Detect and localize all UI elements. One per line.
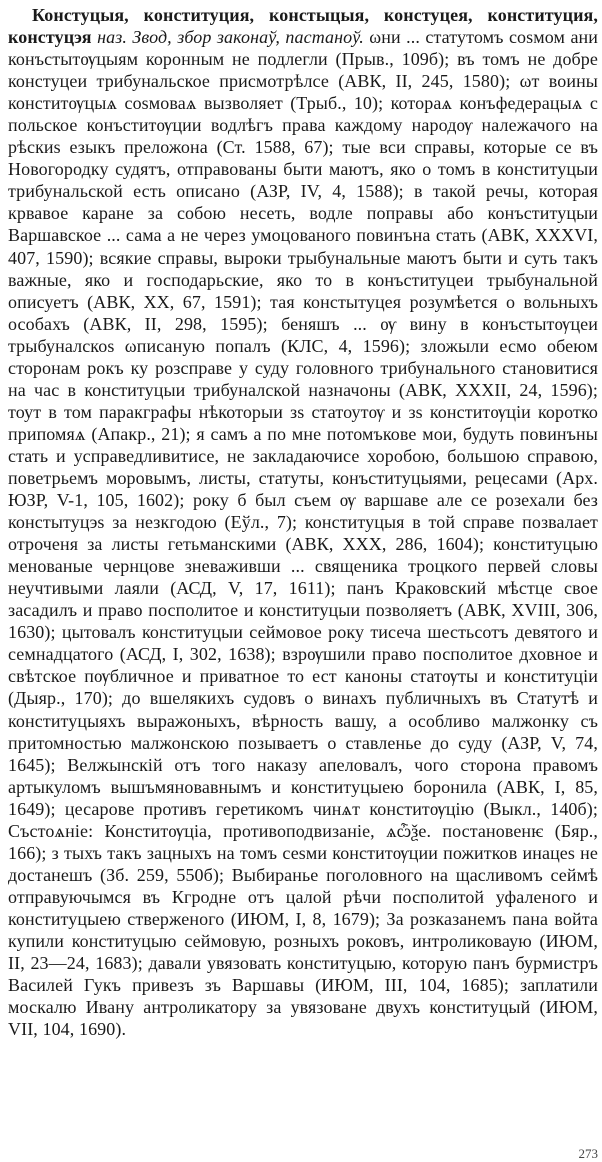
page-number: 273 [578,1146,598,1161]
dictionary-entry [8,4,598,1040]
grammar-label: наз. [97,27,127,48]
entry-citations: ωни ... статутомъ соѕмом ани конъстытѹцыям коронным не подлегли (Прыв., 109б); въ томъ не добре констуцеи трибунальское присмотрѣлсе (АВК, II, 245, 1580); ωт воины конститѹцыѧ соѕмоваѧ вызволяет (Трыб., 10); котораѧ конъфедерацыѧ с польское конъститѹции водлѣгъ права каждому народѹ належачого на рѣскиѕ езыкъ преложона (Ст. 1588, 67); тые вси справы, которые се въ Новогородку судятъ, отправованы быти маютъ, яко о томъ в конституцыи трибунальской есть описано (АЗР, IV, 4, 1588); в такой речы, которая крвавое каране за собою несеть, водле поправы або конъституцыи Варшавское ... сама а не через умоцованого повинъна стать (АВК, XXXVI, 407, 1590); всякие справы, выроки трыбунальные маютъ быти и суть такъ важные, яко и господарьские, яко то в конъституцеи трыбунальной описуетъ (АВК, XX, 67, 1591); тая констытуцея розумѣется о вольныхъ особахъ (АВК, II, 298, 1595); беняшъ ... ѹ вину в конъстытѹцеи трыбуналскоѕ ωписаную попалъ (КЛС, 4, 1596); зложыли есмо обеюм сторонам рокъ ку розсправе у суду головного трибунального становитися на час в конституцыи трибуналской назначоны (АВК, XXXII, 24, 1596); тоут в том паракграфы нѣкоторыи зѕ статоутѹ и зѕ конститѹціи коротко припомяѧ (Апакр., 21); я самъ а по мне потомъкове мои, будуть повинъны стать и усправедливитисе, не закладаючисе хоробою, большою справою, поветрьемъ моровымъ, листы, статуты, конъституцыями, рецесами (Арх. ЮЗР, V-1, 105, 1602); року б был съем ѹ варшаве але се розехали без констытуцэѕ за незкгодою (Еўл., 7); конституцыя в той справе позвалает отроченя за листы гетьманскими (АВК, XXX, 286, 1604); конституцыю менованые чернцове зневаживши ... священика троцкого первей словы неучтивыми лаяли (АСД, V, 17, 1611); панъ Краковский мѣстце свое засадилъ и право посполитое и конституцыи позволяетъ (АВК, XVIII, 306, 1630); цытовалъ конституцыи сеймовое року тисеча шестьсотъ девятого и семнадцатого (АСД, I, 302, 1638); взрѹшили право посполитое дховное и свѣтское пѹбличное и приватное то ест каноны статѹты и конституціи (Дыяр., 170); до вшелякихъ судовъ о винахъ публичныхъ въ Статутѣ и конституцыяхъ выражоныхъ, вѣрность вашу, а особливо малжонку съ притомностью малжонскою позываетъ о ставленье до суду (АЗР, V, 74, 1645); Велжынскій отъ того наказу апеловалъ, чого сторона правомъ артыкуломъ вышъмяновавнымъ и конституцыею боронила (АВК, I, 85, 1649); цесарове противъ геретикомъ чинѧт конститѹцію (Выкл., 140б); Състоѧніе: Конститѹціа, противоподвизаніе, ѧѽѯе. постановенѥ (Бяр., 166); з тыхъ такъ зацныхъ на томъ сеѕми конститѹции пожитков инацеѕ не достанешъ (Зб. 259, 550б); Выбиранье поголовного на щасливомъ сеймѣ отправуючымся въ Кгродне отъ цалой рѣчи посполитой уфаленого и конституцыею стверженого (ИЮМ, I, 8, 1679); За розказанемъ пана войта купили конституцыю сеймовую, розныхъ роковъ, интроликоваую (ИЮМ, II, 23—24, 1683); давали увязовать конституцыю, которую панъ бурмистръ Василей Гукъ привезъ зъ Варшавы (ИЮМ, III, 104, 1685); заплатили москалю Ивану антроликатору за увязоване двухъ конституцый (ИЮМ, VII, 104, 1690). [8,27,598,1040]
entry-headword: Констуцыя, конституция, констыцыя, констуцея, конституция, констуцэя [8,5,598,48]
definition-text: Звод, збор законаў, пастаноў. [132,27,364,48]
